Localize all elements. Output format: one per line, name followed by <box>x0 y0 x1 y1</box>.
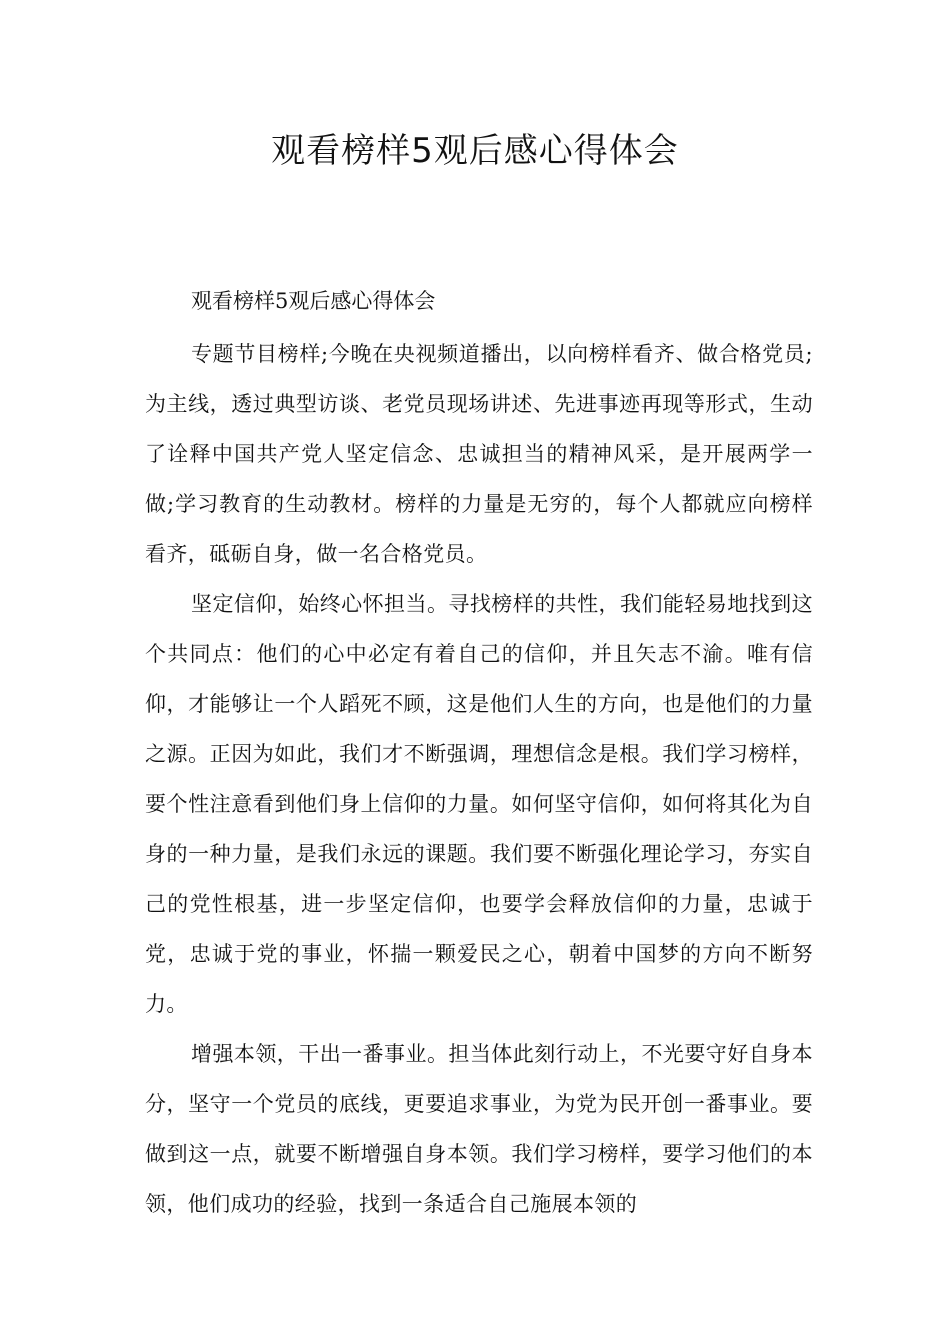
paragraph-ability: 增强本领，干出一番事业。担当体此刻行动上，不光要守好自身本分，坚守一个党员的底线，更要追求事业，为党为民开创一番事业。要做到这一点，就要不断增强自身本领。我们学习榜样，要学习他们的本领，他们成功的经验，找到一条适合自己施展本领的 <box>145 1042 813 1216</box>
paragraph-faith: 坚定信仰，始终心怀担当。寻找榜样的共性，我们能轻易地找到这个共同点：他们的心中必定有着自己的信仰，并且矢志不渝。唯有信仰，才能够让一个人蹈死不顾，这是他们人生的方向，也是他们的力量之源。正因为如此，我们才不断强调，理想信念是根。我们学习榜样，要个性注意看到他们身上信仰的力量。如何坚守信仰，如何将其化为自身的一种力量，是我们永远的课题。我们要不断强化理论学习，夯实自己的党性根基，进一步坚定信仰，也要学会释放信仰的力量，忠诚于党，忠诚于党的事业，怀揣一颗爱民之心，朝着中国梦的方向不断努力。 <box>145 592 813 1016</box>
document-subtitle: 观看榜样5观后感心得体会 <box>191 289 436 313</box>
paragraph-intro: 专题节目榜样;今晚在央视频道播出，以向榜样看齐、做合格党员;为主线，透过典型访谈、老党员现场讲述、先进事迹再现等形式，生动了诠释中国共产党人坚定信念、忠诚担当的精神风采，是开展两学一做;学习教育的生动教材。榜样的力量是无穷的，每个人都就应向榜样看齐，砥砺自身，做一名合格党员。 <box>145 342 813 566</box>
document-title: 观看榜样5观后感心得体会 <box>271 131 679 171</box>
document-body <box>145 279 813 1229</box>
